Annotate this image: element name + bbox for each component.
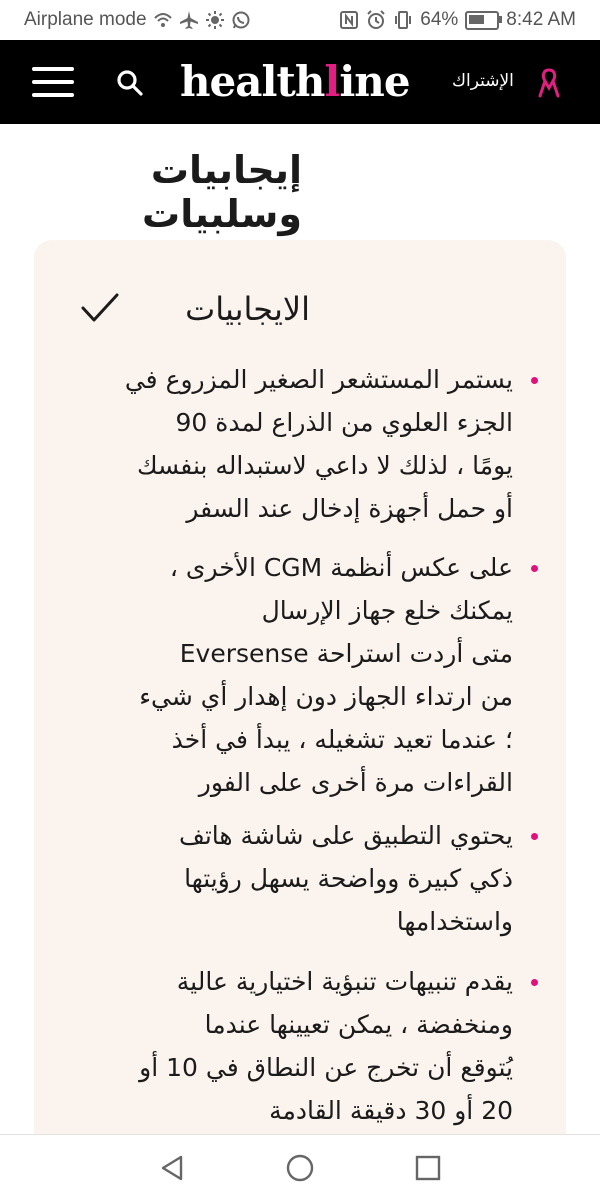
subscribe-link[interactable]: الإشتراك (452, 71, 514, 91)
bullet-icon (531, 377, 538, 384)
pros-item-line: 20 أو 30 دقيقة القادمة (269, 1096, 513, 1125)
clock: 8:42 AM (506, 9, 576, 30)
pros-item-line: متى أردت استراحة Eversense (179, 639, 513, 668)
pros-item-line: ؛ عندما تعيد تشغيله ، يبدأ في أخذ (171, 725, 513, 754)
pros-item-line: واستخدامها (396, 907, 513, 936)
home-button[interactable] (285, 1153, 315, 1183)
pros-item-line: يُتوقع أن تخرج عن النطاق في 10 أو (139, 1053, 513, 1082)
bullet-icon (531, 565, 538, 572)
pros-item-line: يومًا ، لذلك لا داعي لاستبداله بنفسك (136, 451, 513, 480)
recents-button[interactable] (413, 1153, 443, 1183)
pros-item-line: يمكنك خلع جهاز الإرسال (261, 596, 513, 625)
pros-item-line: الجزء العلوي من الذراع لمدة 90 (175, 408, 513, 437)
pros-item-line: يحتوي التطبيق على شاشة هاتف (178, 821, 513, 850)
navigation-bar (0, 1134, 600, 1200)
pros-item-line: أو حمل أجهزة إدخال عند السفر (186, 494, 513, 523)
carrier-label: Airplane mode (24, 9, 147, 30)
battery-percent: 64% (420, 9, 459, 30)
logo-ribbon: l (324, 57, 340, 106)
pros-item-line: القراءات مرة أخرى على الفور (198, 768, 513, 797)
bullet-icon (531, 833, 538, 840)
pros-item-line: ذكي كبيرة وواضحة يسهل رؤيتها (184, 864, 513, 893)
back-icon (157, 1153, 187, 1183)
pros-item-line: على عكس أنظمة CGM الأخرى ، (169, 553, 513, 582)
pros-item-line: يستمر المستشعر الصغير المزروع في (124, 365, 513, 394)
logo-suffix: ine (339, 57, 410, 106)
bullet-icon (531, 979, 538, 986)
home-icon (285, 1153, 315, 1183)
section-title: إيجابيات وسلبيات (142, 148, 302, 236)
pros-item-line: من ارتداء الجهاز دون إهدار أي شيء (139, 682, 513, 711)
pros-item-line: يقدم تنبيهات تنبؤية اختيارية عالية (176, 967, 513, 996)
logo-prefix: health (180, 57, 325, 106)
recents-icon (413, 1153, 443, 1183)
pros-heading: الايجابيات (185, 290, 310, 328)
pros-item-line: ومنخفضة ، يمكن تعيينها عندما (204, 1010, 513, 1039)
back-button[interactable] (157, 1153, 187, 1183)
